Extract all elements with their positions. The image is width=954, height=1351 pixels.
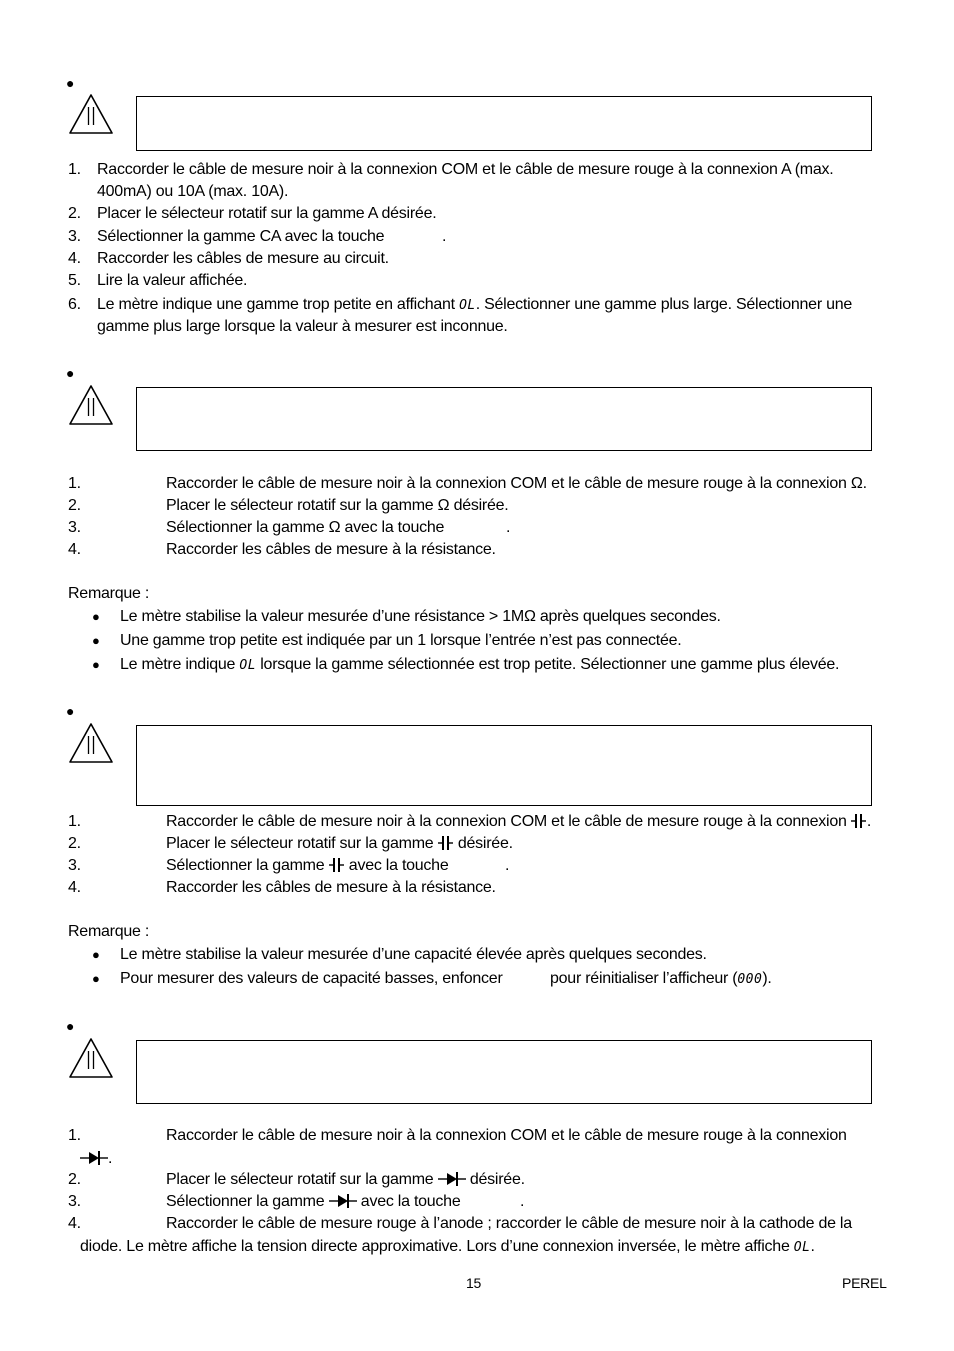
display-readout: OL [793, 1240, 811, 1255]
instruction-text: Sélectionner la gamme avec la touche [166, 1193, 461, 1210]
instruction-text: Raccorder les câbles de mesure au circuit. [97, 250, 389, 267]
instruction-text: Placer le sélecteur rotatif sur la gamme A désirée. [97, 205, 437, 222]
warning-icon [68, 383, 114, 427]
diode-icon [438, 1171, 466, 1187]
item-number: 1. [68, 1127, 81, 1144]
warning-box [136, 387, 872, 451]
warning-box [136, 1040, 872, 1104]
item-number: 4. [68, 541, 81, 558]
remark-label: Remarque : [68, 923, 150, 940]
instruction-text: Raccorder le câble de mesure noir à la connexion COM et le câble de mesure rouge à la connexion . [166, 813, 872, 830]
instruction-text: Le mètre indique une gamme trop petite en affichant OL. Sélectionner une gamme plus large. Sélectionner une [97, 296, 853, 313]
instruction-text: Raccorder les câbles de mesure à la résistance. [166, 879, 496, 896]
punctuation: . [442, 228, 447, 245]
section-bullet: ● [66, 1018, 75, 1034]
item-number: 2. [68, 205, 81, 222]
item-number: 2. [68, 835, 81, 852]
note-text: Le mètre stabilise la valeur mesurée d’une capacité élevée après quelques secondes. [120, 946, 707, 963]
instruction-text: Raccorder les câbles de mesure à la résistance. [166, 541, 496, 558]
capacitor-icon [851, 813, 867, 829]
section-bullet: ● [66, 365, 75, 381]
warning-icon [68, 1036, 114, 1080]
item-number: 1. [68, 813, 81, 830]
ohm-symbol: Ω [523, 608, 536, 625]
note-text: Une gamme trop petite est indiquée par un 1 lorsque l’entrée n’est pas connectée. [120, 632, 682, 649]
instruction-text: Placer le sélecteur rotatif sur la gamme Ω désirée. [166, 497, 509, 514]
instruction-text: Placer le sélecteur rotatif sur la gamme désirée. [166, 835, 513, 852]
note-text: Le mètre indique OL lorsque la gamme sélectionnée est trop petite. Sélectionner une gamme plus élevée. [120, 656, 840, 673]
warning-box [136, 725, 872, 806]
warning-icon [68, 721, 114, 765]
instruction-text: Raccorder le câble de mesure noir à la connexion COM et le câble de mesure rouge à la connexion Ω. [166, 475, 867, 492]
remark-label: Remarque : [68, 585, 150, 602]
instruction-text: Lire la valeur affichée. [97, 272, 248, 289]
ohm-symbol: Ω [328, 519, 341, 536]
instruction-text: Placer le sélecteur rotatif sur la gamme désirée. [166, 1171, 525, 1188]
list-bullet: ● [92, 633, 100, 648]
item-number: 2. [68, 497, 81, 514]
list-bullet: ● [92, 657, 100, 672]
instruction-text: Sélectionner la gamme CA avec la touche [97, 228, 385, 245]
capacitor-icon [329, 857, 345, 873]
note-text: Le mètre stabilise la valeur mesurée d’une résistance > 1MΩ après quelques secondes. [120, 608, 721, 625]
item-number: 4. [68, 1215, 81, 1232]
instruction-text: gamme plus large lorsque la valeur à mesurer est inconnue. [97, 318, 508, 335]
list-bullet: ● [92, 609, 100, 624]
instruction-text: Raccorder le câble de mesure noir à la connexion COM et le câble de mesure rouge à la connexion [166, 1127, 847, 1144]
item-number: 5. [68, 272, 81, 289]
diode-icon [80, 1150, 108, 1166]
punctuation: . [520, 1193, 525, 1210]
diode-icon [329, 1193, 357, 1209]
list-bullet: ● [92, 971, 100, 986]
item-number: 4. [68, 879, 81, 896]
display-readout: 000 [737, 972, 763, 987]
display-readout: OL [239, 658, 257, 673]
instruction-text: Raccorder le câble de mesure noir à la connexion COM et le câble de mesure rouge à la connexion A (max. [97, 161, 834, 178]
list-bullet: ● [92, 947, 100, 962]
page-number: 15 [466, 1275, 482, 1291]
item-number: 2. [68, 1171, 81, 1188]
instruction-text: Sélectionner la gamme avec la touche [166, 857, 449, 874]
item-number: 3. [68, 1193, 81, 1210]
item-number: 3. [68, 857, 81, 874]
punctuation: . [506, 519, 511, 536]
brand-name: PEREL [842, 1275, 887, 1291]
note-text: pour réinitialiser l’afficheur (000). [550, 970, 772, 987]
warning-icon [68, 92, 114, 136]
item-number: 6. [68, 296, 81, 313]
note-text: Pour mesurer des valeurs de capacité basses, enfoncer [120, 970, 503, 987]
warning-box [136, 96, 872, 151]
instruction-text: Sélectionner la gamme Ω avec la touche [166, 519, 445, 536]
section-bullet: ● [66, 703, 75, 719]
item-number: 3. [68, 228, 81, 245]
punctuation: . [505, 857, 510, 874]
instruction-text: . [80, 1148, 112, 1170]
item-number: 3. [68, 519, 81, 536]
item-number: 4. [68, 250, 81, 267]
section-bullet: ● [66, 75, 75, 91]
item-number: 1. [68, 475, 81, 492]
ohm-symbol: Ω [437, 497, 450, 514]
display-readout: OL [459, 298, 476, 313]
instruction-text: 400mA) ou 10A (max. 10A). [97, 183, 289, 200]
ohm-symbol: Ω [850, 475, 863, 492]
capacitor-icon [438, 835, 454, 851]
instruction-text: Raccorder le câble de mesure rouge à l’anode ; raccorder le câble de mesure noir à la cathode de la [166, 1215, 852, 1232]
item-number: 1. [68, 161, 81, 178]
instruction-text: diode. Le mètre affiche la tension directe approximative. Lors d’une connexion inversée, le mètre affiche OL. [80, 1238, 815, 1255]
